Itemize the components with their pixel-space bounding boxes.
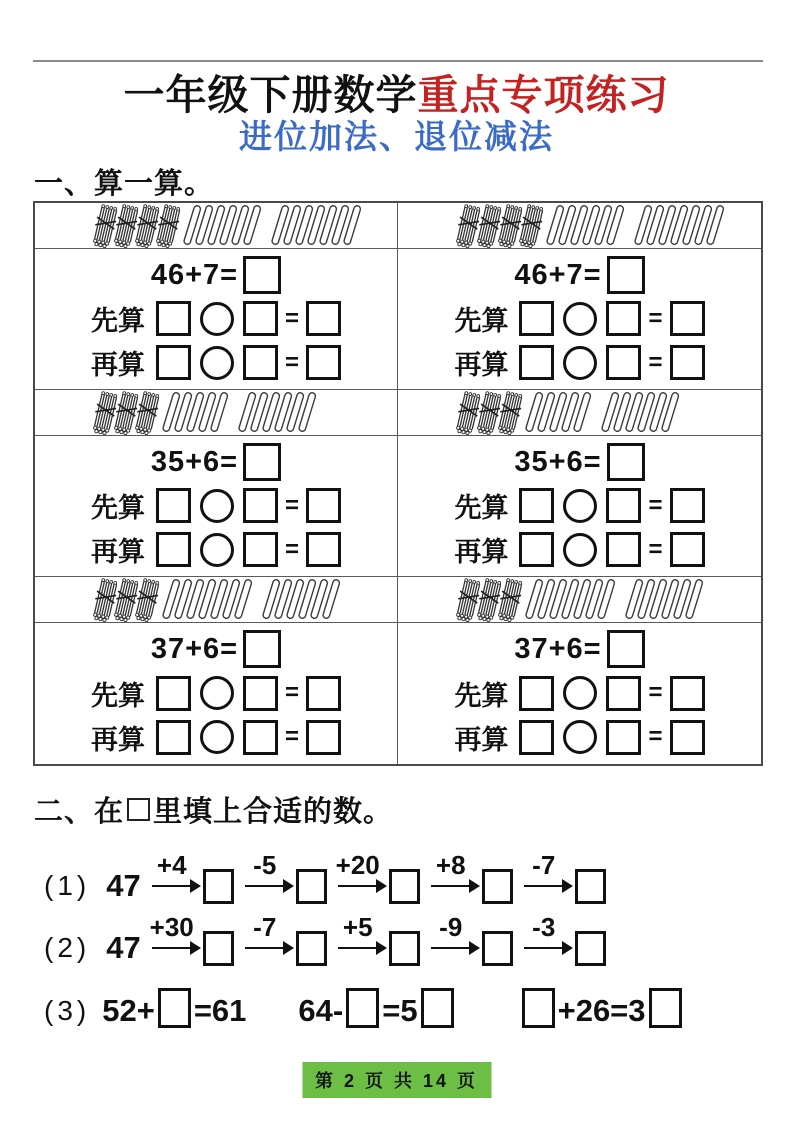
answer-box[interactable] bbox=[606, 345, 641, 380]
problem-cell bbox=[398, 623, 761, 764]
right-arrow-icon bbox=[524, 885, 564, 888]
answer-box[interactable] bbox=[243, 345, 278, 380]
answer-box[interactable] bbox=[156, 720, 191, 755]
page-subtitle: 进位加法、退位减法 bbox=[239, 118, 554, 155]
equation-line bbox=[514, 443, 644, 481]
answer-box[interactable] bbox=[389, 931, 420, 966]
second-step-line bbox=[91, 530, 341, 569]
expression-text: 35+6= bbox=[150, 445, 239, 478]
title-black-part: 一年级下册数学 bbox=[123, 72, 418, 118]
right-arrow-icon bbox=[524, 947, 564, 950]
answer-box[interactable] bbox=[522, 988, 555, 1028]
operator-circle[interactable] bbox=[563, 676, 597, 710]
equals-sign: = bbox=[284, 348, 299, 376]
table-row bbox=[35, 249, 761, 390]
second-step-label: 再算 bbox=[454, 537, 509, 567]
title-red-part: 重点专项练习 bbox=[417, 72, 670, 118]
answer-box[interactable] bbox=[670, 676, 705, 711]
answer-box[interactable] bbox=[243, 532, 278, 567]
sticks-image bbox=[398, 577, 761, 623]
right-arrow-icon bbox=[152, 947, 192, 950]
first-step-label: 先算 bbox=[454, 493, 509, 523]
equation-line bbox=[514, 256, 644, 294]
answer-box[interactable] bbox=[243, 443, 281, 481]
answer-box[interactable] bbox=[243, 720, 278, 755]
sticks-image bbox=[35, 577, 398, 623]
sticks-image bbox=[35, 203, 398, 249]
operation-label: -9 bbox=[439, 912, 463, 942]
right-arrow-icon bbox=[338, 947, 378, 950]
right-arrow-icon bbox=[152, 885, 192, 888]
arrow-step bbox=[426, 850, 476, 894]
answer-box[interactable] bbox=[649, 988, 682, 1028]
answer-box[interactable] bbox=[519, 301, 554, 336]
expression-text: 35+6= bbox=[514, 445, 602, 478]
equals-sign: = bbox=[648, 535, 663, 563]
second-step-label: 再算 bbox=[454, 724, 509, 755]
problem-cell bbox=[35, 249, 398, 390]
arrow-step bbox=[426, 912, 476, 956]
equals-sign: = bbox=[648, 304, 663, 332]
equation-line bbox=[151, 630, 281, 668]
answer-box[interactable] bbox=[519, 532, 554, 567]
operation-label: -7 bbox=[253, 912, 277, 942]
arrow-step bbox=[147, 850, 197, 894]
operation-label: -7 bbox=[532, 850, 556, 880]
equation-1 bbox=[102, 988, 246, 1034]
expression-text: 46+7= bbox=[150, 258, 239, 291]
first-step-line bbox=[91, 674, 341, 713]
answer-box[interactable] bbox=[243, 301, 278, 336]
answer-box[interactable] bbox=[607, 443, 645, 481]
equals-sign: = bbox=[284, 304, 299, 332]
equals-sign: = bbox=[284, 679, 299, 706]
first-step-label: 先算 bbox=[454, 306, 509, 336]
answer-box[interactable] bbox=[306, 532, 341, 567]
operator-circle[interactable] bbox=[200, 533, 234, 567]
blank-box-glyph bbox=[127, 798, 150, 821]
answer-box[interactable] bbox=[670, 720, 705, 755]
section2-heading-suffix: 里填上合适的数。 bbox=[153, 796, 394, 828]
problem-cell bbox=[35, 623, 398, 764]
answer-box[interactable] bbox=[519, 488, 554, 523]
answer-box[interactable] bbox=[670, 301, 705, 336]
answer-box[interactable] bbox=[607, 630, 645, 668]
answer-box[interactable] bbox=[306, 720, 341, 755]
equation-line bbox=[151, 256, 281, 294]
first-step-label: 先算 bbox=[90, 680, 145, 711]
answer-box[interactable] bbox=[575, 869, 606, 904]
right-arrow-icon bbox=[431, 947, 471, 950]
page-number-badge: 第 2 页 共 14 页 bbox=[302, 1062, 491, 1098]
problem-cell bbox=[398, 249, 761, 390]
table-row bbox=[35, 623, 761, 764]
number-chain-2 bbox=[44, 912, 606, 968]
equation-2 bbox=[298, 988, 456, 1034]
answer-box[interactable] bbox=[519, 720, 554, 755]
answer-box[interactable] bbox=[156, 488, 191, 523]
right-arrow-icon bbox=[245, 947, 285, 950]
arrow-step bbox=[519, 850, 569, 894]
first-step-line bbox=[91, 486, 341, 525]
sticks-image bbox=[398, 203, 761, 249]
operation-label: +5 bbox=[342, 912, 373, 942]
expression-text: 37+6= bbox=[150, 632, 239, 665]
second-step-line bbox=[454, 343, 704, 382]
arrow-step bbox=[519, 912, 569, 956]
expression-text: 37+6= bbox=[514, 632, 602, 665]
answer-box[interactable] bbox=[519, 676, 554, 711]
equation-text: 64- bbox=[298, 993, 344, 1028]
operator-circle[interactable] bbox=[563, 720, 597, 754]
second-step-label: 再算 bbox=[90, 537, 145, 567]
section1-heading: 一、算一算。 bbox=[34, 168, 215, 200]
expression-text: 46+7= bbox=[514, 258, 602, 291]
operator-circle[interactable] bbox=[563, 533, 597, 567]
section2-heading bbox=[34, 789, 393, 830]
operator-circle[interactable] bbox=[563, 489, 597, 523]
problem-cell bbox=[35, 436, 398, 577]
second-step-label: 再算 bbox=[90, 350, 145, 380]
answer-box[interactable] bbox=[607, 256, 645, 294]
operator-circle[interactable] bbox=[563, 302, 597, 336]
operation-label: +30 bbox=[149, 912, 194, 942]
operation-label: +8 bbox=[435, 850, 466, 880]
chain-start-number: 47 bbox=[106, 930, 141, 965]
table-row bbox=[35, 390, 761, 436]
first-step-line bbox=[454, 486, 704, 525]
right-arrow-icon bbox=[431, 885, 471, 888]
answer-box[interactable] bbox=[670, 345, 705, 380]
equals-sign: = bbox=[284, 535, 299, 563]
answer-box[interactable] bbox=[606, 532, 641, 567]
chain-label: (1) bbox=[44, 870, 91, 901]
equation-3 bbox=[519, 988, 685, 1034]
equation-text: =5 bbox=[382, 993, 418, 1028]
arrow-step bbox=[240, 912, 290, 956]
line3-label: (3) bbox=[44, 995, 91, 1026]
sticks-image bbox=[398, 390, 761, 436]
answer-box[interactable] bbox=[243, 630, 281, 668]
first-step-label: 先算 bbox=[90, 493, 145, 523]
number-chain-1 bbox=[44, 850, 606, 906]
answer-box[interactable] bbox=[243, 676, 278, 711]
operator-circle[interactable] bbox=[200, 720, 234, 754]
section2-heading-prefix: 二、在 bbox=[34, 796, 125, 828]
equals-sign: = bbox=[284, 491, 299, 519]
answer-box[interactable] bbox=[306, 301, 341, 336]
answer-box[interactable] bbox=[670, 488, 705, 523]
answer-box[interactable] bbox=[606, 488, 641, 523]
second-step-line bbox=[91, 718, 341, 757]
answer-box[interactable] bbox=[156, 676, 191, 711]
answer-box[interactable] bbox=[203, 931, 234, 966]
arrow-step bbox=[147, 912, 197, 956]
right-arrow-icon bbox=[245, 885, 285, 888]
table-row bbox=[35, 577, 761, 623]
answer-box[interactable] bbox=[306, 345, 341, 380]
problems-table bbox=[33, 201, 763, 766]
arrow-step bbox=[333, 850, 383, 894]
second-step-line bbox=[454, 718, 704, 757]
first-step-line bbox=[454, 674, 704, 713]
equals-sign: = bbox=[648, 723, 663, 751]
operator-circle[interactable] bbox=[200, 346, 234, 380]
problem-cell bbox=[398, 436, 761, 577]
operation-label: +4 bbox=[156, 850, 187, 880]
arrow-step bbox=[240, 850, 290, 894]
equation-text: +26=3 bbox=[557, 993, 646, 1028]
operator-circle[interactable] bbox=[563, 346, 597, 380]
table-row bbox=[35, 436, 761, 577]
equals-sign: = bbox=[284, 723, 299, 751]
answer-box[interactable] bbox=[296, 869, 327, 904]
answer-box[interactable] bbox=[482, 869, 513, 904]
equals-sign: = bbox=[648, 348, 663, 376]
answer-box[interactable] bbox=[670, 532, 705, 567]
second-step-line bbox=[91, 343, 341, 382]
chain-label: (2) bbox=[44, 932, 91, 963]
answer-box[interactable] bbox=[606, 301, 641, 336]
answer-box[interactable] bbox=[203, 869, 234, 904]
first-step-line bbox=[454, 299, 704, 338]
answer-box[interactable] bbox=[482, 931, 513, 966]
answer-box[interactable] bbox=[156, 532, 191, 567]
answer-box[interactable] bbox=[296, 931, 327, 966]
operator-circle[interactable] bbox=[200, 676, 234, 710]
second-step-label: 再算 bbox=[454, 350, 509, 380]
first-step-label: 先算 bbox=[454, 680, 509, 711]
answer-box[interactable] bbox=[243, 488, 278, 523]
equation-text: =61 bbox=[193, 993, 247, 1028]
operator-circle[interactable] bbox=[200, 489, 234, 523]
equation-text: 52+ bbox=[102, 993, 155, 1028]
equation-line bbox=[514, 630, 644, 668]
operation-label: -3 bbox=[532, 912, 556, 942]
answer-box[interactable] bbox=[606, 676, 641, 711]
answer-box[interactable] bbox=[306, 488, 341, 523]
answer-box[interactable] bbox=[421, 988, 454, 1028]
table-row bbox=[35, 203, 761, 249]
operation-label: -5 bbox=[253, 850, 277, 880]
fill-in-equations-line bbox=[44, 988, 685, 1034]
equation-line bbox=[151, 443, 281, 481]
equals-sign: = bbox=[648, 679, 663, 706]
answer-box[interactable] bbox=[158, 988, 191, 1028]
answer-box[interactable] bbox=[606, 720, 641, 755]
answer-box[interactable] bbox=[156, 301, 191, 336]
first-step-label: 先算 bbox=[90, 306, 145, 336]
answer-box[interactable] bbox=[519, 345, 554, 380]
operation-label: +20 bbox=[335, 850, 380, 880]
answer-box[interactable] bbox=[346, 988, 379, 1028]
equals-sign: = bbox=[648, 491, 663, 519]
operator-circle[interactable] bbox=[200, 302, 234, 336]
second-step-line bbox=[454, 530, 704, 569]
arrow-step bbox=[333, 912, 383, 956]
first-step-line bbox=[91, 299, 341, 338]
sticks-image bbox=[35, 390, 398, 436]
answer-box[interactable] bbox=[575, 931, 606, 966]
answer-box[interactable] bbox=[156, 345, 191, 380]
second-step-label: 再算 bbox=[90, 724, 145, 755]
right-arrow-icon bbox=[338, 885, 378, 888]
answer-box[interactable] bbox=[389, 869, 420, 904]
chain-start-number: 47 bbox=[106, 868, 141, 903]
answer-box[interactable] bbox=[306, 676, 341, 711]
answer-box[interactable] bbox=[243, 256, 281, 294]
